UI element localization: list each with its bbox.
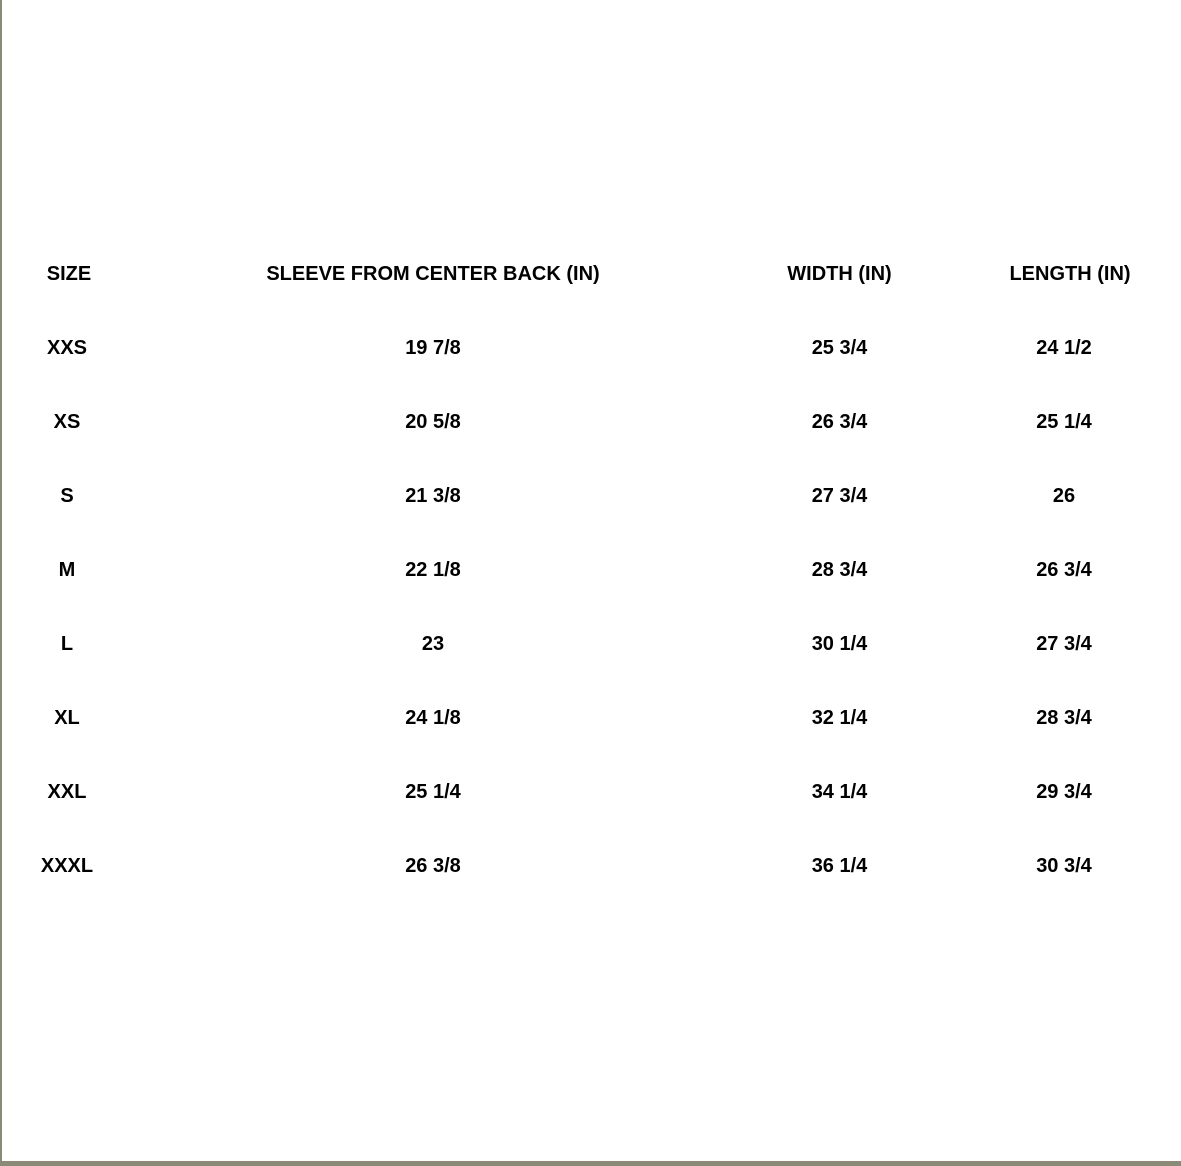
length-cell: 25 1/4 bbox=[1036, 410, 1092, 433]
column-header-size: SIZE bbox=[46, 262, 92, 285]
length-cell: 29 3/4 bbox=[1036, 780, 1092, 803]
sleeve-cell: 19 7/8 bbox=[405, 336, 461, 359]
size-cell: XS bbox=[53, 410, 81, 433]
table-row bbox=[0, 311, 1181, 385]
length-cell: 27 3/4 bbox=[1036, 632, 1092, 655]
width-cell: 28 3/4 bbox=[811, 558, 868, 581]
size-cell: XL bbox=[54, 706, 80, 729]
table-row bbox=[0, 607, 1181, 681]
size-cell: M bbox=[58, 558, 76, 581]
width-cell: 30 1/4 bbox=[811, 632, 868, 655]
length-cell: 26 3/4 bbox=[1036, 558, 1092, 581]
sleeve-cell: 26 3/8 bbox=[405, 854, 461, 877]
length-cell: 30 3/4 bbox=[1036, 854, 1092, 877]
size-cell: L bbox=[60, 632, 74, 655]
column-header-length: LENGTH (IN) bbox=[1009, 262, 1131, 285]
length-cell: 26 bbox=[1052, 484, 1076, 507]
table-row bbox=[0, 755, 1181, 829]
length-cell: 24 1/2 bbox=[1036, 336, 1092, 359]
page-bottom-edge bbox=[0, 1161, 1181, 1166]
sleeve-cell: 21 3/8 bbox=[405, 484, 461, 507]
sleeve-cell: 22 1/8 bbox=[405, 558, 461, 581]
table-row bbox=[0, 829, 1181, 903]
size-cell: XXXL bbox=[40, 854, 94, 877]
sleeve-cell: 25 1/4 bbox=[405, 780, 461, 803]
table-row bbox=[0, 681, 1181, 755]
width-cell: 25 3/4 bbox=[811, 336, 868, 359]
table-row bbox=[0, 459, 1181, 533]
header-row bbox=[0, 237, 1181, 311]
size-cell: XXL bbox=[47, 780, 87, 803]
column-header-width: WIDTH (IN) bbox=[787, 262, 892, 285]
column-header-sleeve: SLEEVE FROM CENTER BACK (IN) bbox=[266, 262, 600, 285]
size-cell: XXS bbox=[46, 336, 88, 359]
size-cell: S bbox=[60, 484, 74, 507]
table-row bbox=[0, 533, 1181, 607]
width-cell: 27 3/4 bbox=[811, 484, 868, 507]
sleeve-cell: 24 1/8 bbox=[405, 706, 461, 729]
table-row bbox=[0, 385, 1181, 459]
length-cell: 28 3/4 bbox=[1036, 706, 1092, 729]
width-cell: 36 1/4 bbox=[811, 854, 868, 877]
width-cell: 34 1/4 bbox=[811, 780, 868, 803]
width-cell: 32 1/4 bbox=[811, 706, 868, 729]
width-cell: 26 3/4 bbox=[811, 410, 868, 433]
sleeve-cell: 23 bbox=[421, 632, 445, 655]
size-chart-table bbox=[0, 237, 1181, 903]
sleeve-cell: 20 5/8 bbox=[405, 410, 461, 433]
